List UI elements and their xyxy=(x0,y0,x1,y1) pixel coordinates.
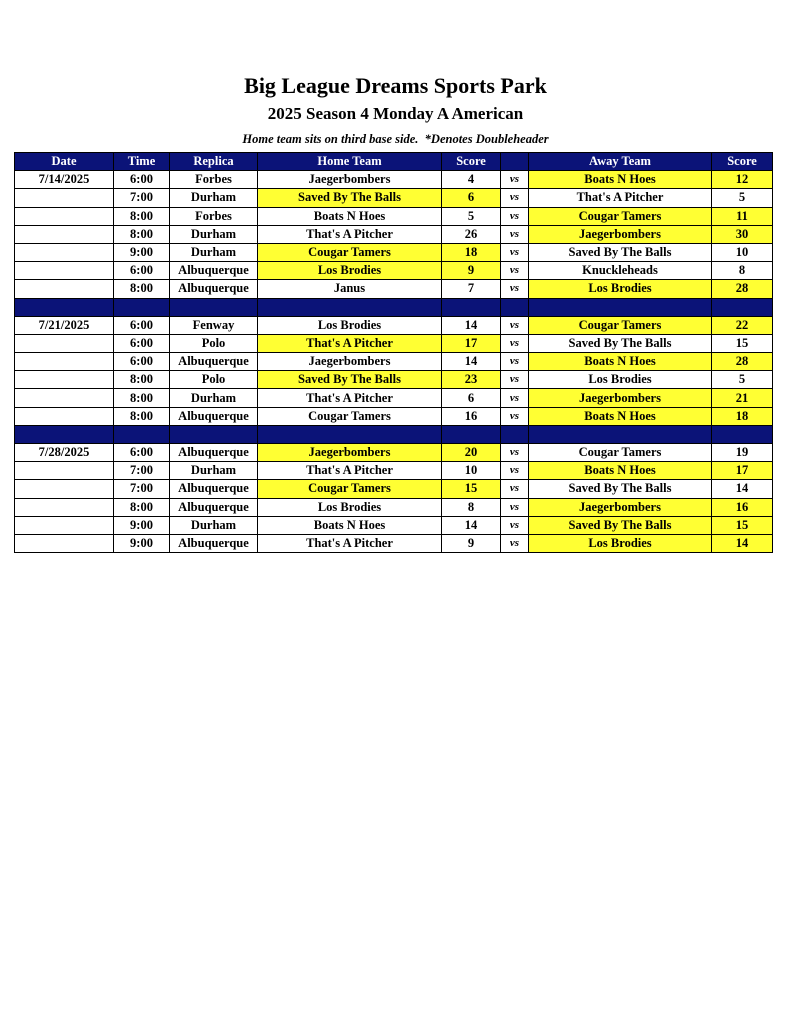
away-score: 21 xyxy=(712,389,773,407)
game-date xyxy=(15,389,114,407)
game-time: 8:00 xyxy=(114,389,170,407)
vs-label: vs xyxy=(501,316,529,334)
home-score: 5 xyxy=(442,207,501,225)
game-time: 6:00 xyxy=(114,334,170,352)
game-date xyxy=(15,207,114,225)
away-team: Boats N Hoes xyxy=(529,353,712,371)
separator-cell xyxy=(170,298,258,316)
away-score: 15 xyxy=(712,516,773,534)
game-row xyxy=(15,516,773,534)
vs-label: vs xyxy=(501,516,529,534)
game-replica: Albuquerque xyxy=(170,262,258,280)
game-row xyxy=(15,462,773,480)
separator-cell xyxy=(114,298,170,316)
header-row xyxy=(15,153,773,171)
game-row xyxy=(15,171,773,189)
away-score: 30 xyxy=(712,225,773,243)
home-team: Los Brodies xyxy=(258,262,442,280)
vs-label: vs xyxy=(501,280,529,298)
game-time: 8:00 xyxy=(114,225,170,243)
home-score: 14 xyxy=(442,516,501,534)
away-score: 19 xyxy=(712,444,773,462)
separator-cell xyxy=(258,298,442,316)
separator-cell xyxy=(529,425,712,443)
home-score: 18 xyxy=(442,243,501,261)
home-team: Cougar Tamers xyxy=(258,243,442,261)
vs-label: vs xyxy=(501,498,529,516)
home-score: 10 xyxy=(442,462,501,480)
home-team: Saved By The Balls xyxy=(258,371,442,389)
home-team: Janus xyxy=(258,280,442,298)
week-separator-row xyxy=(15,425,773,443)
away-score: 5 xyxy=(712,371,773,389)
separator-cell xyxy=(258,425,442,443)
home-score: 9 xyxy=(442,534,501,552)
game-time: 8:00 xyxy=(114,407,170,425)
away-team: Cougar Tamers xyxy=(529,316,712,334)
schedule-note: Home team sits on third base side. *Denotes Doubleheader xyxy=(242,132,549,146)
separator-cell xyxy=(170,425,258,443)
away-team: Boats N Hoes xyxy=(529,407,712,425)
home-team: Jaegerbombers xyxy=(258,171,442,189)
home-score: 6 xyxy=(442,189,501,207)
vs-label: vs xyxy=(501,262,529,280)
home-score: 7 xyxy=(442,280,501,298)
away-score: 17 xyxy=(712,462,773,480)
game-replica: Albuquerque xyxy=(170,407,258,425)
away-team: Saved By The Balls xyxy=(529,334,712,352)
game-date: 7/28/2025 xyxy=(15,444,114,462)
game-date xyxy=(15,280,114,298)
game-time: 8:00 xyxy=(114,498,170,516)
schedule-body xyxy=(15,171,773,553)
game-row xyxy=(15,389,773,407)
game-time: 6:00 xyxy=(114,316,170,334)
game-row xyxy=(15,207,773,225)
game-row xyxy=(15,371,773,389)
home-team: Los Brodies xyxy=(258,498,442,516)
home-team: That's A Pitcher xyxy=(258,389,442,407)
game-replica: Durham xyxy=(170,225,258,243)
vs-label: vs xyxy=(501,225,529,243)
game-time: 8:00 xyxy=(114,280,170,298)
away-score: 5 xyxy=(712,189,773,207)
game-date xyxy=(15,189,114,207)
game-date xyxy=(15,407,114,425)
home-score: 4 xyxy=(442,171,501,189)
game-time: 8:00 xyxy=(114,207,170,225)
game-time: 6:00 xyxy=(114,171,170,189)
game-row xyxy=(15,316,773,334)
game-date: 7/21/2025 xyxy=(15,316,114,334)
away-score: 28 xyxy=(712,280,773,298)
game-date xyxy=(15,462,114,480)
game-row xyxy=(15,262,773,280)
vs-label: vs xyxy=(501,371,529,389)
header-vs xyxy=(501,153,529,171)
away-team: Jaegerbombers xyxy=(529,498,712,516)
home-score: 6 xyxy=(442,389,501,407)
separator-cell xyxy=(501,425,529,443)
separator-cell xyxy=(442,425,501,443)
home-score: 20 xyxy=(442,444,501,462)
game-time: 7:00 xyxy=(114,462,170,480)
separator-cell xyxy=(501,298,529,316)
away-team: Cougar Tamers xyxy=(529,444,712,462)
away-team: Jaegerbombers xyxy=(529,389,712,407)
away-score: 10 xyxy=(712,243,773,261)
separator-cell xyxy=(712,425,773,443)
header-home-score: Score xyxy=(442,153,501,171)
game-date xyxy=(15,534,114,552)
game-replica: Forbes xyxy=(170,171,258,189)
header-away-team: Away Team xyxy=(529,153,712,171)
game-date xyxy=(15,371,114,389)
game-replica: Durham xyxy=(170,243,258,261)
home-team: Saved By The Balls xyxy=(258,189,442,207)
header-date: Date xyxy=(15,153,114,171)
vs-label: vs xyxy=(501,171,529,189)
home-team: Los Brodies xyxy=(258,316,442,334)
away-score: 8 xyxy=(712,262,773,280)
vs-label: vs xyxy=(501,207,529,225)
home-team: Boats N Hoes xyxy=(258,516,442,534)
game-time: 6:00 xyxy=(114,353,170,371)
game-replica: Forbes xyxy=(170,207,258,225)
vs-label: vs xyxy=(501,389,529,407)
game-row xyxy=(15,534,773,552)
game-row xyxy=(15,189,773,207)
game-row xyxy=(15,280,773,298)
away-team: Knuckleheads xyxy=(529,262,712,280)
game-time: 7:00 xyxy=(114,480,170,498)
away-team: Los Brodies xyxy=(529,534,712,552)
game-replica: Polo xyxy=(170,371,258,389)
header-home-team: Home Team xyxy=(258,153,442,171)
game-date xyxy=(15,262,114,280)
game-replica: Albuquerque xyxy=(170,444,258,462)
away-score: 18 xyxy=(712,407,773,425)
game-replica: Albuquerque xyxy=(170,498,258,516)
game-date: 7/14/2025 xyxy=(15,171,114,189)
game-row xyxy=(15,480,773,498)
vs-label: vs xyxy=(501,189,529,207)
separator-cell xyxy=(15,425,114,443)
away-team: Saved By The Balls xyxy=(529,480,712,498)
game-replica: Albuquerque xyxy=(170,534,258,552)
vs-label: vs xyxy=(501,462,529,480)
home-score: 8 xyxy=(442,498,501,516)
game-time: 6:00 xyxy=(114,444,170,462)
header-time: Time xyxy=(114,153,170,171)
vs-label: vs xyxy=(501,334,529,352)
game-time: 9:00 xyxy=(114,516,170,534)
game-row xyxy=(15,407,773,425)
home-team: Jaegerbombers xyxy=(258,444,442,462)
game-date xyxy=(15,243,114,261)
separator-cell xyxy=(712,298,773,316)
game-replica: Durham xyxy=(170,462,258,480)
game-date xyxy=(15,480,114,498)
away-team: Boats N Hoes xyxy=(529,171,712,189)
home-score: 16 xyxy=(442,407,501,425)
home-score: 26 xyxy=(442,225,501,243)
away-team: Boats N Hoes xyxy=(529,462,712,480)
home-team: That's A Pitcher xyxy=(258,534,442,552)
home-team: That's A Pitcher xyxy=(258,462,442,480)
away-score: 28 xyxy=(712,353,773,371)
header-replica: Replica xyxy=(170,153,258,171)
home-team: Cougar Tamers xyxy=(258,407,442,425)
home-score: 9 xyxy=(442,262,501,280)
game-row xyxy=(15,498,773,516)
home-score: 14 xyxy=(442,353,501,371)
vs-label: vs xyxy=(501,534,529,552)
game-row xyxy=(15,353,773,371)
game-row xyxy=(15,334,773,352)
home-team: That's A Pitcher xyxy=(258,225,442,243)
away-score: 16 xyxy=(712,498,773,516)
home-score: 14 xyxy=(442,316,501,334)
away-score: 14 xyxy=(712,534,773,552)
game-time: 6:00 xyxy=(114,262,170,280)
game-replica: Polo xyxy=(170,334,258,352)
game-replica: Fenway xyxy=(170,316,258,334)
game-replica: Durham xyxy=(170,389,258,407)
game-date xyxy=(15,334,114,352)
vs-label: vs xyxy=(501,243,529,261)
game-time: 8:00 xyxy=(114,371,170,389)
away-score: 12 xyxy=(712,171,773,189)
game-time: 9:00 xyxy=(114,243,170,261)
game-date xyxy=(15,353,114,371)
away-score: 11 xyxy=(712,207,773,225)
away-team: Jaegerbombers xyxy=(529,225,712,243)
game-replica: Albuquerque xyxy=(170,280,258,298)
separator-cell xyxy=(15,298,114,316)
home-score: 17 xyxy=(442,334,501,352)
game-replica: Albuquerque xyxy=(170,480,258,498)
game-date xyxy=(15,498,114,516)
away-team: Cougar Tamers xyxy=(529,207,712,225)
game-replica: Durham xyxy=(170,189,258,207)
game-time: 9:00 xyxy=(114,534,170,552)
header-away-score: Score xyxy=(712,153,773,171)
game-row xyxy=(15,243,773,261)
away-team: Los Brodies xyxy=(529,371,712,389)
home-team: Boats N Hoes xyxy=(258,207,442,225)
home-team: That's A Pitcher xyxy=(258,334,442,352)
game-row xyxy=(15,444,773,462)
vs-label: vs xyxy=(501,444,529,462)
game-row xyxy=(15,225,773,243)
separator-cell xyxy=(114,425,170,443)
vs-label: vs xyxy=(501,353,529,371)
away-team: Saved By The Balls xyxy=(529,516,712,534)
away-team: That's A Pitcher xyxy=(529,189,712,207)
away-team: Saved By The Balls xyxy=(529,243,712,261)
game-date xyxy=(15,225,114,243)
home-team: Jaegerbombers xyxy=(258,353,442,371)
home-score: 15 xyxy=(442,480,501,498)
page-title: Big League Dreams Sports Park xyxy=(244,73,547,98)
week-separator-row xyxy=(15,298,773,316)
separator-cell xyxy=(442,298,501,316)
page-subtitle: 2025 Season 4 Monday A American xyxy=(267,104,524,123)
game-time: 7:00 xyxy=(114,189,170,207)
away-score: 15 xyxy=(712,334,773,352)
away-score: 14 xyxy=(712,480,773,498)
away-team: Los Brodies xyxy=(529,280,712,298)
separator-cell xyxy=(529,298,712,316)
vs-label: vs xyxy=(501,407,529,425)
away-score: 22 xyxy=(712,316,773,334)
home-team: Cougar Tamers xyxy=(258,480,442,498)
home-score: 23 xyxy=(442,371,501,389)
schedule-table xyxy=(14,152,773,553)
game-date xyxy=(15,516,114,534)
game-replica: Albuquerque xyxy=(170,353,258,371)
vs-label: vs xyxy=(501,480,529,498)
game-replica: Durham xyxy=(170,516,258,534)
